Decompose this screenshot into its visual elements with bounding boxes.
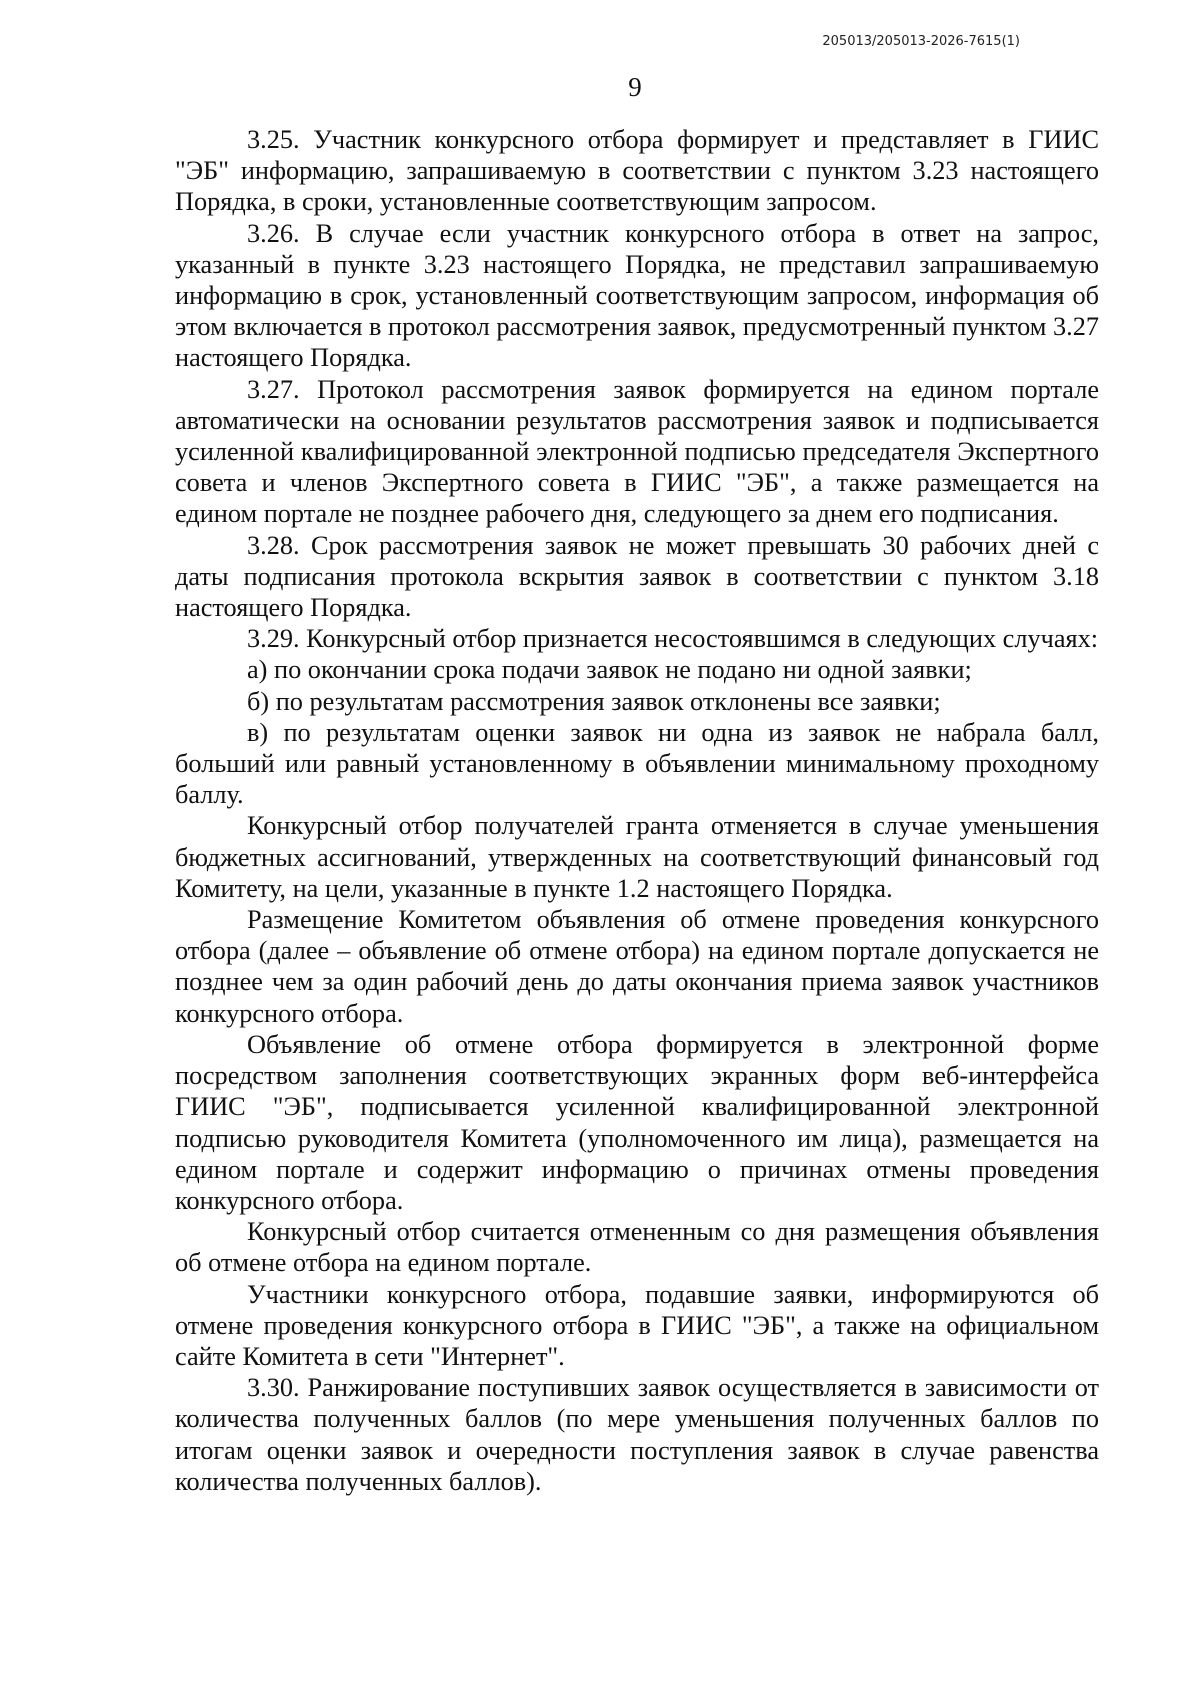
paragraph-participants-informed: Участники конкурсного отбора, подавшие заявки, информируются об отмене проведения конкурсного отбора в ГИИС "ЭБ", а также на официальном сайте Комитета в сети "Интернет". [175,1279,1099,1371]
document-id: 205013/205013-2026-7615(1) [822,34,1020,49]
paragraph-3-29: 3.29. Конкурсный отбор признается несостоявшимся в следующих случаях: [247,624,1099,654]
paragraph-cancelled-date: Конкурсный отбор считается отмененным со дня размещения объявления об отмене отбора на едином портале. [175,1217,1099,1278]
paragraph-3-27: 3.27. Протокол рассмотрения заявок формируется на едином портале автоматически на основании результатов рассмотрения заявок и подписывается усиленной квалифицированной электронной подписью председателя Экспертного совета и членов Экспертного совета в ГИИС "ЭБ", а также размещается на едином портале не позднее рабочего дня, следующего за днем его подписания. [175,374,1099,529]
paragraph-cancellation: Конкурсный отбор получателей гранта отменяется в случае уменьшения бюджетных ассигнований, утвержденных на соответствующий финансовый год Комитету, на цели, указанные в пункте 1.2 настоящего Порядка. [175,811,1099,903]
list-item-a: а) по окончании срока подачи заявок не подано ни одной заявки; [247,655,972,685]
list-item-b: б) по результатам рассмотрения заявок отклонены все заявки; [247,686,941,716]
page-number: 9 [628,72,642,102]
paragraph-3-28: 3.28. Срок рассмотрения заявок не может превышать 30 рабочих дней с даты подписания протокола вскрытия заявок в соответствии с пунктом 3.18 настоящего Порядка. [175,530,1099,623]
paragraph-3-25: 3.25. Участник конкурсного отбора формирует и представляет в ГИИС "ЭБ" информацию, запрашиваемую в соответствии с пунктом 3.23 настоящего Порядка, в сроки, установленные соответствующим запросом. [175,125,1099,217]
paragraph-notice-form: Объявление об отмене отбора формируется в электронной форме посредством заполнения соответствующих экранных форм веб-интерфейса ГИИС "ЭБ", подписывается усиленной квалифицированной электронной подписью руководителя Комитета (уполномоченного им лица), размещается на едином портале и содержит информацию о причинах отмены проведения конкурсного отбора. [175,1029,1099,1215]
paragraph-3-26: 3.26. В случае если участник конкурсного отбора в ответ на запрос, указанный в пункте 3.23 настоящего Порядка, не представил запрашиваемую информацию в срок, установленный соответствующим запросом, информация об этом включается в протокол рассмотрения заявок, предусмотренный пунктом 3.27 настоящего Порядка. [175,218,1099,373]
paragraph-cancellation-notice: Размещение Комитетом объявления об отмене проведения конкурсного отбора (далее – объявление об отмене отбора) на едином портале допускается не позднее чем за один рабочий день до даты окончания приема заявок участников конкурсного отбора. [175,905,1099,1028]
paragraph-3-30: 3.30. Ранжирование поступивших заявок осуществляется в зависимости от количества полученных баллов (по мере уменьшения полученных баллов по итогам оценки заявок и очередности поступления заявок в случае равенства количества полученных баллов). [175,1373,1099,1496]
document-body [175,124,1099,1497]
list-item-v: в) по результатам оценки заявок ни одна из заявок не набрала балл, больший или равный установленному в объявлении минимальному проходному баллу. [175,717,1099,810]
